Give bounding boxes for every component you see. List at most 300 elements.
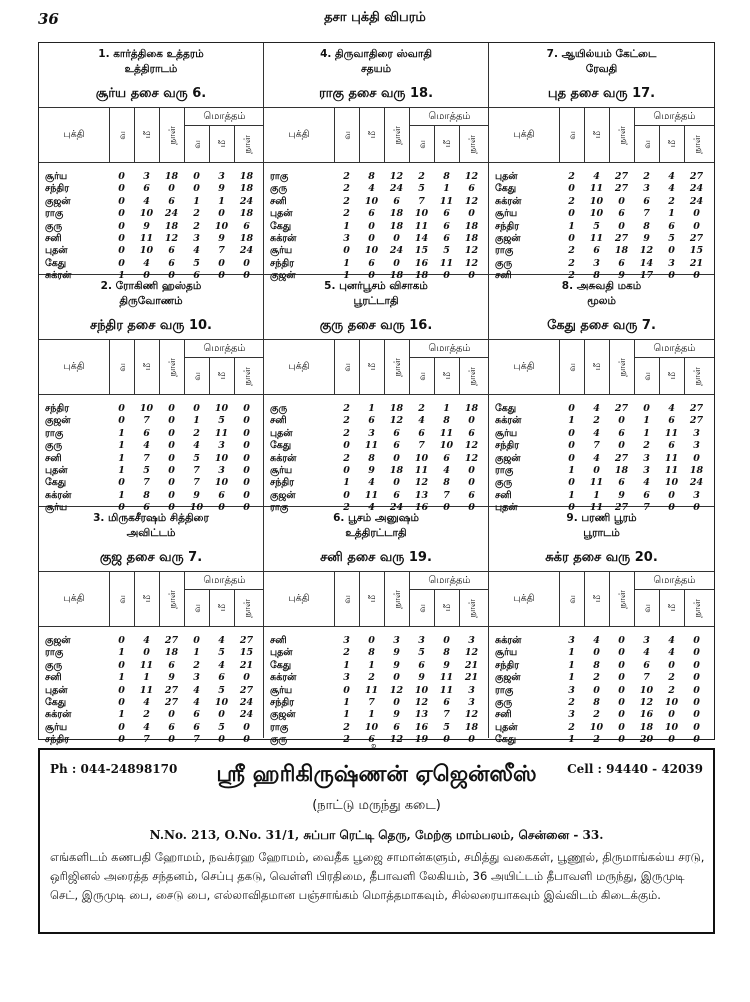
period-value: 5: [218, 721, 225, 733]
period-value: 7: [443, 489, 450, 501]
period-value: 0: [243, 440, 250, 452]
bhukti-row: [39, 660, 263, 672]
column-headers: [489, 107, 714, 163]
period-value: 24: [689, 195, 704, 207]
period-value: 11: [589, 232, 604, 244]
planet-name: சுக்ரன்: [270, 452, 297, 464]
period-value: 8: [368, 452, 375, 464]
period-value: 0: [443, 734, 450, 746]
col-day: [609, 108, 634, 162]
shop-name: ஸ்ரீ ஹரிகிருஷ்ணன் ஏஜென்ஸீஸ்: [216, 762, 537, 787]
period-value: 3: [593, 257, 600, 269]
period-value: 1: [343, 696, 350, 708]
period-value: 0: [168, 415, 175, 427]
period-value: 24: [689, 477, 704, 489]
period-value: 0: [668, 270, 675, 282]
col-label: நாள்: [467, 134, 478, 154]
period-value: 3: [368, 427, 375, 439]
period-value: 6: [243, 220, 250, 232]
col-month: [134, 108, 159, 162]
period-value: 7: [193, 734, 200, 746]
period-value: 10: [214, 477, 229, 489]
period-value: 11: [139, 684, 154, 696]
period-value: 8: [593, 696, 600, 708]
period-value: 3: [643, 183, 650, 195]
period-value: 0: [693, 647, 700, 659]
planet-name: குஜன்: [45, 635, 71, 646]
panel-header: [489, 275, 714, 313]
col-day: [159, 572, 184, 626]
period-value: 0: [243, 403, 250, 414]
period-value: 10: [139, 245, 154, 257]
pillaiyar-suli-mark: உ: [371, 741, 381, 752]
period-value: 1: [118, 709, 125, 721]
planet-name: சனி: [45, 452, 62, 464]
period-value: 0: [693, 208, 700, 220]
period-value: 0: [668, 245, 675, 257]
period-value: 6: [618, 477, 625, 489]
page-number: 36: [38, 10, 59, 28]
planet-name: புதன்: [495, 171, 518, 182]
period-value: 0: [693, 734, 700, 746]
col-total: மொத்தம்: [634, 572, 714, 590]
period-value: 0: [668, 502, 675, 514]
bhukti-row: [39, 171, 263, 183]
period-value: 4: [218, 659, 225, 671]
planet-name: சுக்ரன்: [270, 672, 297, 684]
period-value: 4: [193, 696, 200, 708]
period-value: 0: [118, 403, 125, 414]
col-month: [659, 126, 684, 162]
period-value: 0: [243, 672, 250, 684]
period-value: 0: [568, 232, 575, 244]
bhukti-rows: [489, 163, 714, 283]
dasa-panel-1: [39, 43, 264, 282]
period-value: 16: [639, 709, 654, 721]
col-year: [334, 572, 359, 626]
col-label: மீ: [592, 595, 603, 603]
planet-name: சுக்ரன்: [45, 270, 72, 282]
period-value: 1: [118, 672, 125, 684]
period-value: 5: [193, 452, 200, 464]
period-value: 0: [618, 696, 625, 708]
col-label: வ: [417, 139, 428, 149]
period-value: 9: [193, 489, 200, 501]
star-group-line2: மூலம்: [587, 295, 616, 307]
period-value: 10: [214, 220, 229, 232]
planet-name: ராகு: [270, 721, 289, 733]
dasa-panel-6: [489, 275, 714, 514]
star-group-line1: 6. பூசம் அனுஷம்: [333, 512, 419, 524]
bhukti-row: [264, 453, 488, 465]
period-value: 0: [618, 672, 625, 684]
planet-name: கேது: [495, 183, 517, 195]
period-value: 0: [118, 171, 125, 182]
period-value: 7: [143, 415, 150, 427]
period-value: 0: [343, 684, 350, 696]
period-value: 1: [368, 659, 375, 671]
period-value: 8: [143, 489, 150, 501]
period-value: 4: [443, 464, 450, 476]
period-value: 12: [464, 171, 479, 182]
period-value: 0: [593, 684, 600, 696]
planet-name: சூர்ய: [270, 684, 293, 696]
period-value: 1: [343, 257, 350, 269]
col-month: [584, 340, 609, 394]
dasa-panel-9: [489, 507, 714, 746]
period-value: 27: [164, 635, 179, 646]
col-month: [359, 572, 384, 626]
period-value: 11: [414, 464, 429, 476]
period-value: 0: [168, 464, 175, 476]
period-value: 0: [368, 270, 375, 282]
period-value: 12: [389, 415, 404, 427]
col-label: வ: [642, 603, 653, 613]
col-label: நாள்: [242, 134, 253, 154]
planet-name: சூர்ய: [495, 427, 518, 439]
column-headers: [264, 339, 488, 395]
period-value: 1: [568, 659, 575, 671]
period-value: 24: [239, 245, 254, 257]
col-bhukti: புக்தி: [288, 593, 310, 604]
bhukti-row: [39, 258, 263, 270]
bhukti-row: [264, 465, 488, 477]
period-value: 8: [368, 171, 375, 182]
bhukti-row: [39, 221, 263, 233]
col-year: [559, 572, 584, 626]
period-value: 27: [689, 403, 704, 414]
period-value: 13: [414, 489, 429, 501]
period-value: 0: [368, 232, 375, 244]
planet-name: சந்திர: [495, 440, 520, 452]
col-label: வ: [417, 603, 428, 613]
period-value: 18: [689, 464, 704, 476]
period-value: 2: [593, 734, 600, 746]
period-value: 0: [168, 477, 175, 489]
bhukti-row: [264, 440, 488, 452]
period-value: 4: [593, 427, 600, 439]
star-group-line2: திருவோணம்: [119, 295, 183, 307]
bhukti-row: [39, 208, 263, 220]
planet-name: குரு: [270, 183, 288, 195]
period-value: 18: [239, 208, 254, 220]
period-value: 6: [618, 208, 625, 220]
period-value: 8: [593, 270, 600, 282]
bhukti-row: [264, 722, 488, 734]
period-value: 1: [118, 489, 125, 501]
dasa-panel-8: [264, 507, 489, 746]
bhukti-row: [39, 697, 263, 709]
period-value: 7: [193, 477, 200, 489]
star-group-line2: சதயம்: [360, 63, 392, 75]
col-month: [659, 358, 684, 394]
period-value: 5: [443, 245, 450, 257]
bhukti-row: [489, 453, 714, 465]
period-value: 0: [393, 257, 400, 269]
period-value: 0: [218, 208, 225, 220]
col-year: [559, 108, 584, 162]
period-value: 5: [193, 257, 200, 269]
period-value: 2: [593, 672, 600, 684]
period-value: 3: [468, 696, 475, 708]
period-value: 27: [239, 635, 254, 646]
col-day: [459, 126, 484, 162]
column-headers: [264, 571, 488, 627]
period-value: 21: [464, 672, 479, 684]
period-value: 0: [243, 502, 250, 514]
period-value: 24: [239, 709, 254, 721]
period-value: 2: [193, 659, 200, 671]
col-year: [109, 340, 134, 394]
dasa-title: சுக்ர தசை வரு 20.: [545, 550, 658, 565]
period-value: 21: [689, 257, 704, 269]
planet-name: ராகு: [270, 502, 289, 514]
period-value: 18: [464, 721, 479, 733]
col-month: [134, 340, 159, 394]
bhukti-row: [264, 672, 488, 684]
star-group-line1: 3. மிருகசீரஷம் சித்திரை: [93, 512, 209, 524]
period-value: 27: [614, 502, 629, 514]
period-value: 0: [643, 403, 650, 414]
period-value: 11: [664, 427, 679, 439]
panel-header: [39, 507, 263, 545]
period-value: 0: [593, 464, 600, 476]
bhukti-row: [264, 245, 488, 257]
col-label: நாள்: [167, 357, 178, 377]
period-value: 6: [168, 659, 175, 671]
period-value: 6: [443, 696, 450, 708]
period-value: 9: [218, 183, 225, 195]
period-value: 20: [639, 734, 654, 746]
period-value: 0: [618, 684, 625, 696]
period-value: 0: [693, 709, 700, 721]
period-value: 0: [243, 427, 250, 439]
planet-name: சனி: [270, 635, 287, 646]
planet-name: புதன்: [45, 464, 68, 476]
bhukti-rows: [264, 395, 488, 515]
period-value: 0: [693, 452, 700, 464]
period-value: 6: [193, 721, 200, 733]
period-value: 1: [643, 415, 650, 427]
bhukti-row: [264, 477, 488, 489]
col-day: [459, 590, 484, 626]
period-value: 6: [418, 427, 425, 439]
bhukti-row: [264, 196, 488, 208]
star-group-line1: 4. திருவாதிரை ஸ்வாதி: [320, 48, 432, 60]
planet-name: குஜன்: [45, 415, 71, 427]
period-value: 0: [568, 403, 575, 414]
period-value: 0: [243, 464, 250, 476]
period-value: 10: [364, 245, 379, 257]
planet-name: குஜன்: [495, 672, 521, 684]
col-bhukti: புக்தி: [63, 593, 85, 604]
period-value: 0: [118, 684, 125, 696]
period-value: 0: [243, 257, 250, 269]
period-value: 3: [143, 171, 150, 182]
period-value: 0: [468, 464, 475, 476]
col-year: [184, 590, 209, 626]
period-value: 6: [393, 440, 400, 452]
planet-name: சந்திர: [495, 659, 520, 671]
period-value: 12: [414, 477, 429, 489]
col-label: மீ: [667, 604, 678, 612]
period-value: 8: [643, 220, 650, 232]
col-label: வ: [417, 371, 428, 381]
period-value: 4: [418, 415, 425, 427]
period-value: 0: [193, 171, 200, 182]
column-headers: [264, 107, 488, 163]
col-label: வ: [342, 594, 353, 604]
bhukti-row: [39, 245, 263, 257]
bhukti-row: [264, 403, 488, 415]
bhukti-row: [489, 171, 714, 183]
planet-name: சந்திர: [45, 734, 70, 746]
col-year: [109, 108, 134, 162]
period-value: 3: [693, 440, 700, 452]
col-year: [634, 590, 659, 626]
period-value: 9: [618, 270, 625, 282]
period-value: 14: [639, 257, 654, 269]
period-value: 15: [239, 647, 254, 659]
period-value: 0: [618, 415, 625, 427]
period-value: 2: [668, 195, 675, 207]
period-value: 0: [393, 696, 400, 708]
period-value: 6: [218, 672, 225, 684]
column-headers: [489, 339, 714, 395]
period-value: 12: [389, 684, 404, 696]
period-value: 0: [118, 721, 125, 733]
period-value: 0: [118, 696, 125, 708]
period-value: 4: [143, 635, 150, 646]
period-value: 0: [193, 403, 200, 414]
period-value: 0: [693, 502, 700, 514]
period-value: 0: [168, 452, 175, 464]
period-value: 2: [343, 502, 350, 514]
period-value: 2: [568, 171, 575, 182]
period-value: 4: [143, 440, 150, 452]
star-group-line2: அவிட்டம்: [126, 527, 176, 539]
period-value: 5: [593, 220, 600, 232]
period-value: 10: [414, 452, 429, 464]
period-value: 12: [464, 440, 479, 452]
period-value: 0: [468, 502, 475, 514]
period-value: 7: [643, 208, 650, 220]
period-value: 6: [143, 427, 150, 439]
planet-name: ராகு: [495, 245, 514, 257]
col-label: வ: [342, 130, 353, 140]
period-value: 18: [239, 232, 254, 244]
period-value: 0: [118, 635, 125, 646]
cell-number: Cell : 94440 - 42039: [567, 762, 703, 776]
bhukti-row: [39, 672, 263, 684]
period-value: 15: [414, 245, 429, 257]
period-value: 6: [168, 257, 175, 269]
period-value: 4: [368, 183, 375, 195]
dasa-panel-7: [39, 507, 264, 746]
page-title: தசா புக்தி விபரம்: [324, 10, 426, 25]
period-value: 10: [139, 208, 154, 220]
col-year: [334, 340, 359, 394]
period-value: 0: [618, 220, 625, 232]
star-group-line1: 5. புனர்பூசம் விசாகம்: [324, 280, 428, 292]
bhukti-row: [264, 221, 488, 233]
bhukti-row: [489, 647, 714, 659]
bhukti-row: [489, 403, 714, 415]
period-value: 7: [143, 452, 150, 464]
period-value: 1: [368, 403, 375, 414]
period-value: 0: [118, 502, 125, 514]
col-label: நாள்: [617, 589, 628, 609]
period-value: 5: [418, 183, 425, 195]
planet-name: கேது: [495, 403, 517, 414]
bhukti-row: [489, 477, 714, 489]
period-value: 0: [218, 709, 225, 721]
col-label: நாள்: [392, 357, 403, 377]
col-month: [434, 590, 459, 626]
period-value: 9: [418, 672, 425, 684]
period-value: 3: [193, 672, 200, 684]
period-value: 1: [568, 489, 575, 501]
period-value: 4: [368, 477, 375, 489]
column-headers: [489, 571, 714, 627]
period-value: 6: [618, 257, 625, 269]
bhukti-row: [489, 465, 714, 477]
period-value: 19: [414, 734, 429, 746]
bhukti-row: [489, 672, 714, 684]
planet-name: சந்திர: [45, 403, 70, 414]
period-value: 0: [243, 721, 250, 733]
period-value: 0: [468, 734, 475, 746]
bhukti-row: [264, 490, 488, 502]
period-value: 0: [118, 477, 125, 489]
period-value: 6: [368, 734, 375, 746]
col-label: வ: [192, 371, 203, 381]
planet-name: சந்திர: [270, 477, 295, 489]
period-value: 24: [389, 183, 404, 195]
period-value: 6: [393, 721, 400, 733]
period-value: 3: [343, 635, 350, 646]
period-value: 1: [118, 452, 125, 464]
col-day: [684, 126, 709, 162]
period-value: 2: [593, 709, 600, 721]
period-value: 11: [589, 183, 604, 195]
period-value: 10: [439, 440, 454, 452]
period-value: 0: [343, 464, 350, 476]
period-value: 0: [118, 220, 125, 232]
column-headers: [39, 339, 263, 395]
period-value: 4: [593, 171, 600, 182]
planet-name: புதன்: [495, 502, 518, 514]
bhukti-row: [39, 722, 263, 734]
period-value: 18: [164, 647, 179, 659]
star-group-line1: 9. பரணி பூரம்: [566, 512, 637, 524]
bhukti-row: [264, 635, 488, 647]
planet-name: கேது: [45, 696, 67, 708]
period-value: 11: [414, 220, 429, 232]
period-value: 5: [668, 232, 675, 244]
period-value: 4: [643, 647, 650, 659]
period-value: 0: [568, 427, 575, 439]
period-value: 2: [568, 195, 575, 207]
period-value: 13: [414, 709, 429, 721]
period-value: 0: [118, 257, 125, 269]
bhukti-row: [39, 183, 263, 195]
period-value: 0: [668, 659, 675, 671]
period-value: 6: [443, 232, 450, 244]
period-value: 10: [589, 208, 604, 220]
period-value: 1: [368, 709, 375, 721]
period-value: 17: [639, 270, 654, 282]
